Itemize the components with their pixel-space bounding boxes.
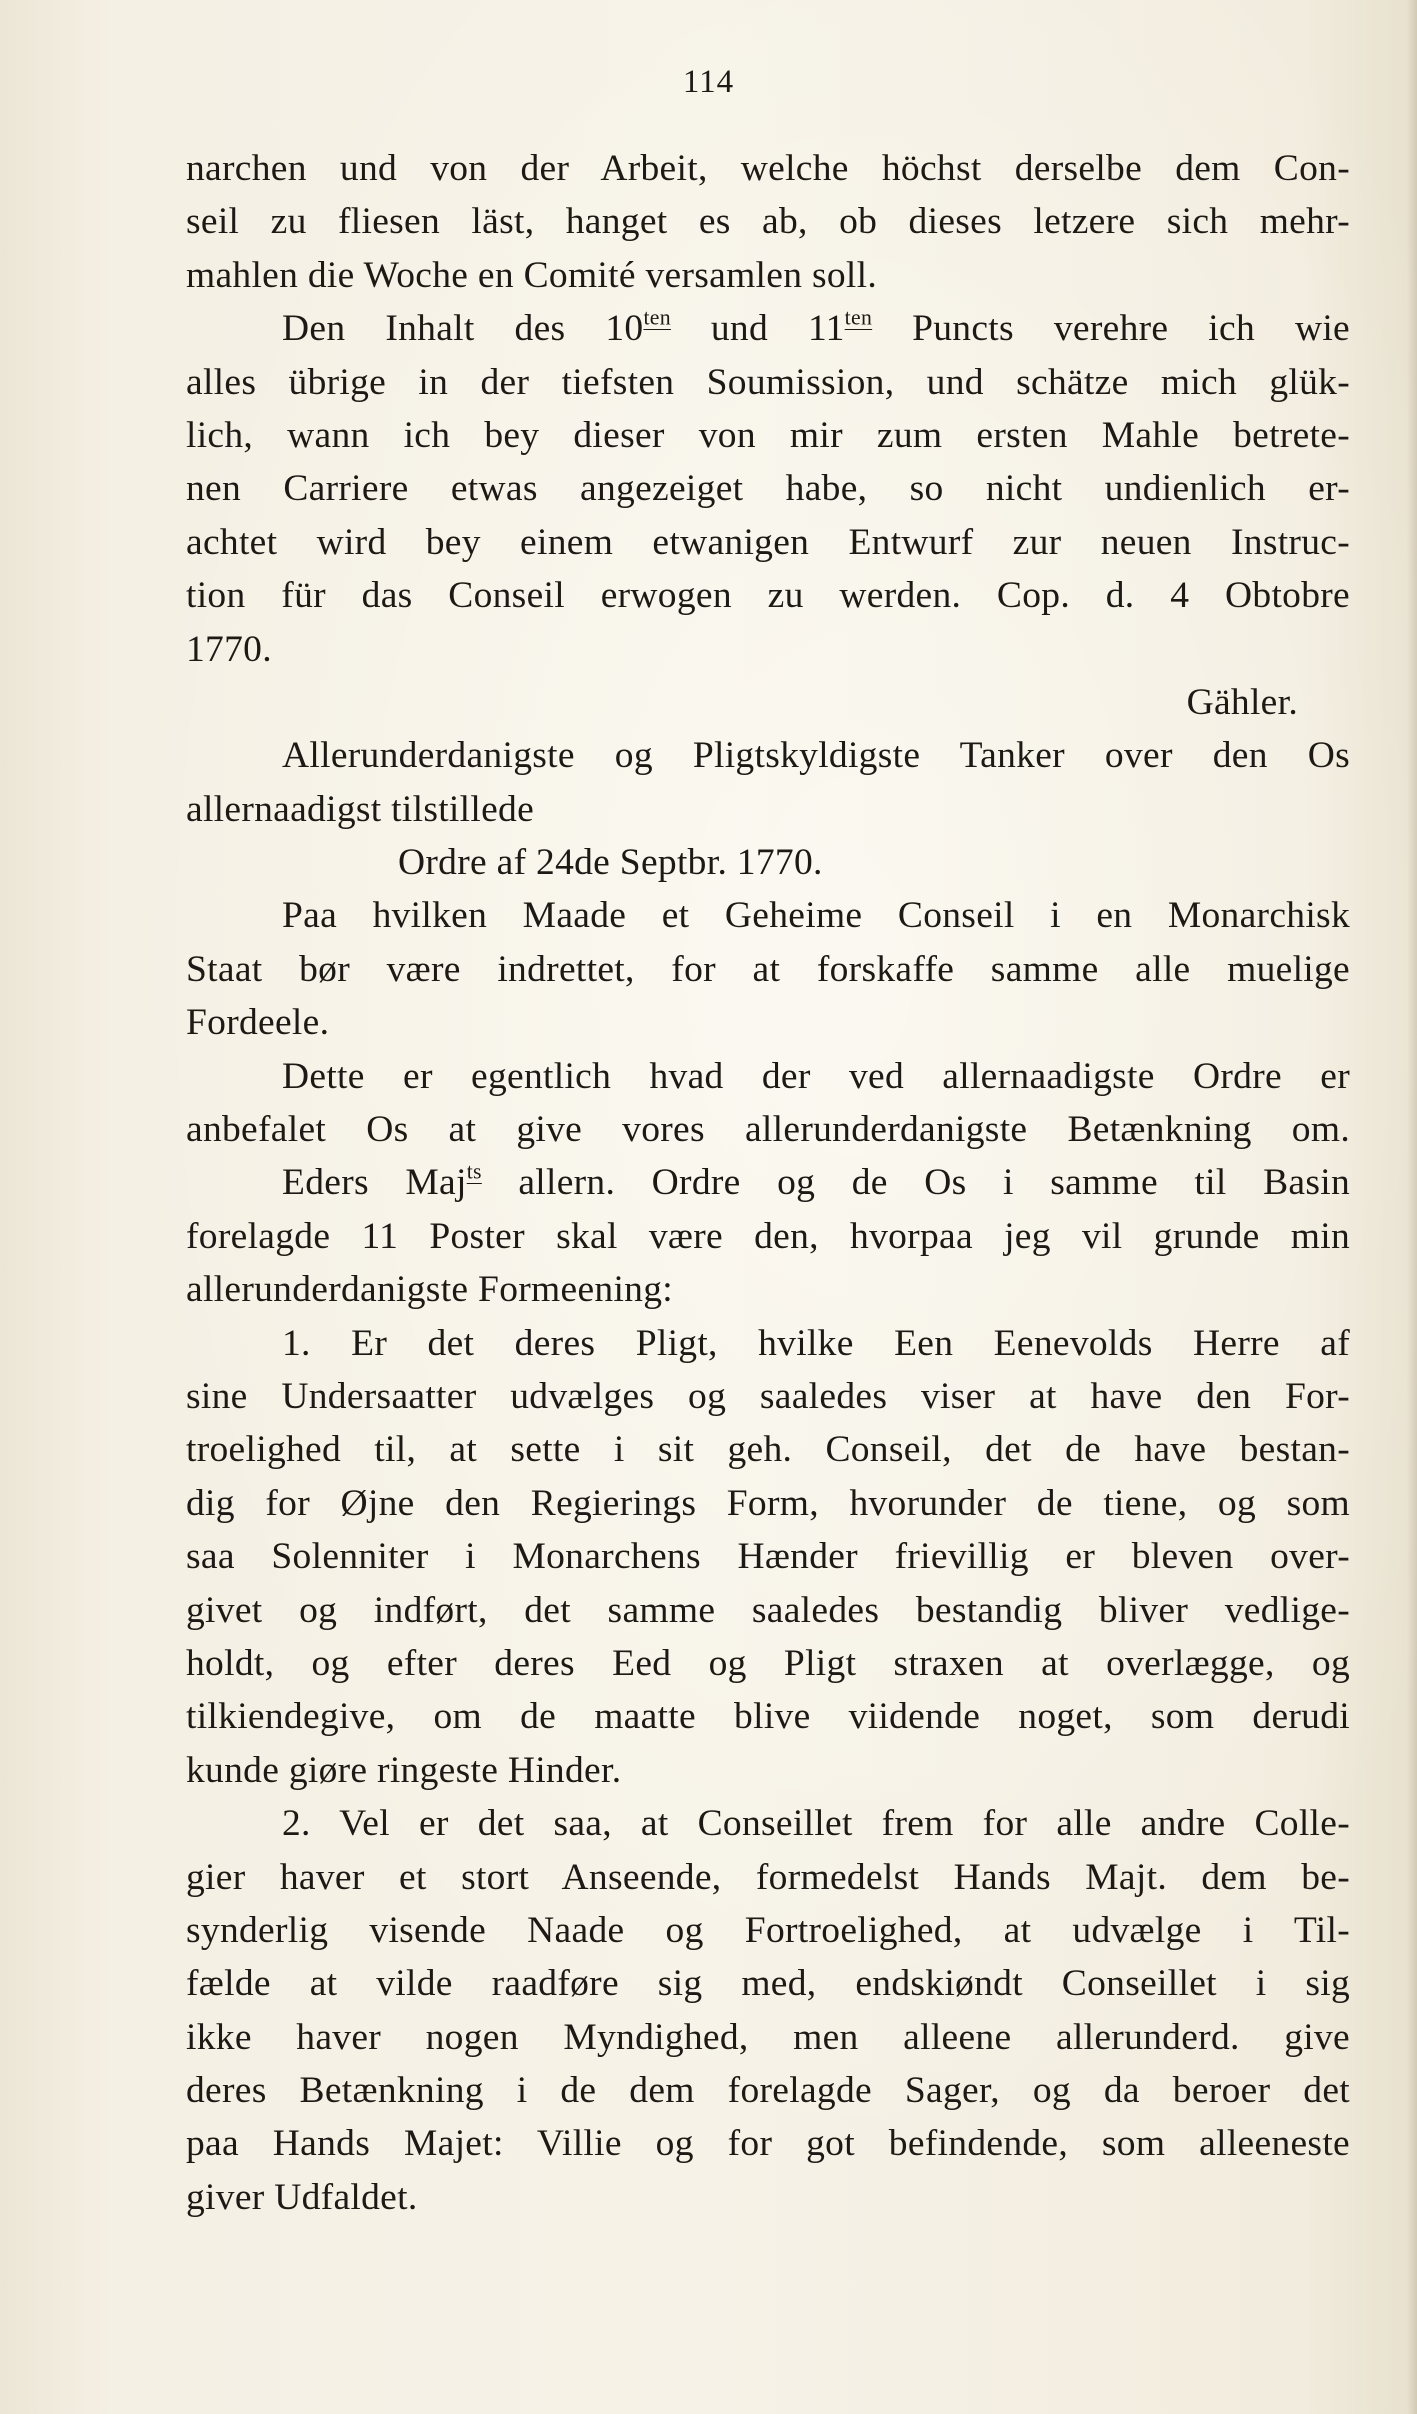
text-line xyxy=(186,1156,1350,1209)
superscript: ten xyxy=(643,305,671,330)
text-line: mahlen die Woche en Comité versamlen soll. xyxy=(186,254,878,296)
body-text xyxy=(186,142,1350,2224)
text-line: seil zu fliesen läst, hanget es ab, ob dieses letzere sich mehr- xyxy=(186,201,1350,243)
text-fragment: Puncts verehre ich wie xyxy=(872,308,1350,350)
text-line: giver Udfaldet. xyxy=(186,2176,418,2218)
text-line: anbefalet Os at give vores allerunderdanigste Betænkning om. xyxy=(186,1109,1350,1151)
page-edge-shadow xyxy=(1407,0,1417,2414)
text-fragment: Den Inhalt des 10 xyxy=(282,308,644,350)
text-line: paa Hands Majet: Villie og for got befindende, som alleeneste xyxy=(186,2123,1350,2165)
text-line: Paa hvilken Maade et Geheime Conseil i en Monarchisk xyxy=(282,895,1350,937)
heading-line: Ordre af 24de Septbr. 1770. xyxy=(398,842,823,884)
text-fragment: und 11 xyxy=(670,308,845,350)
text-line: nen Carriere etwas angezeiget habe, so nicht undienlich er- xyxy=(186,468,1350,510)
text-line: achtet wird bey einem etwanigen Entwurf zur neuen Instruc- xyxy=(186,521,1350,563)
text-line: Dette er egentlich hvad der ved allernaadigste Ordre er xyxy=(282,1055,1350,1097)
text-line: 1770. xyxy=(186,628,272,670)
text-fragment: allern. Ordre og de Os i samme til Basin xyxy=(481,1162,1350,1204)
page-number: 114 xyxy=(682,64,735,100)
text-line: givet og indført, det samme saaledes bestandig bliver vedlige- xyxy=(186,1589,1350,1631)
text-line: kunde giøre ringeste Hinder. xyxy=(186,1749,622,1791)
text-line: Fordeele. xyxy=(186,1002,330,1044)
text-line: tilkiendegive, om de maatte blive viidende noget, som derudi xyxy=(186,1696,1350,1738)
text-line: narchen und von der Arbeit, welche höchst derselbe dem Con- xyxy=(186,148,1350,189)
text-line: 1. Er det deres Pligt, hvilke Een Eenevolds Herre af xyxy=(282,1322,1350,1364)
text-line: saa Solenniter i Monarchens Hænder frievillig er bleven over- xyxy=(186,1536,1350,1578)
superscript: ten xyxy=(844,305,873,330)
text-line: 2. Vel er det saa, at Conseillet frem for alle andre Colle- xyxy=(282,1803,1350,1845)
text-line: lich, wann ich bey dieser von mir zum ersten Mahle betrete- xyxy=(186,414,1350,456)
text-line xyxy=(186,302,1350,355)
superscript: ts xyxy=(466,1159,482,1184)
text-line: allerunderdanigste Formeening: xyxy=(186,1269,673,1311)
text-line: dig for Øjne den Regierings Form, hvorunder de tiene, og som xyxy=(186,1482,1350,1524)
text-line: holdt, og efter deres Eed og Pligt straxen at overlægge, og xyxy=(186,1642,1350,1684)
heading-line: allernaadigst tilstillede xyxy=(186,788,535,830)
text-fragment: Eders Maj xyxy=(282,1162,467,1204)
text-line: tion für das Conseil erwogen zu werden. Cop. d. 4 Obtobre xyxy=(186,575,1350,617)
text-line: fælde at vilde raadføre sig med, endskiøndt Conseillet i sig xyxy=(186,1963,1350,2005)
text-line: sine Undersaatter udvælges og saaledes viser at have den For- xyxy=(186,1375,1350,1417)
text-line: Staat bør være indrettet, for at forskaffe samme alle muelige xyxy=(186,948,1350,990)
heading-line: Allerunderdanigste og Pligtskyldigste Tanker over den Os xyxy=(282,735,1350,777)
text-line: synderlig visende Naade og Fortroelighed, at udvælge i Til- xyxy=(186,1909,1350,1951)
text-line: ikke haver nogen Myndighed, men alleene allerunderd. give xyxy=(186,2016,1350,2058)
signature: Gähler. xyxy=(1186,681,1298,723)
text-line: gier haver et stort Anseende, formedelst Hands Majt. dem be- xyxy=(186,1856,1350,1898)
text-line: alles übrige in der tiefsten Soumission, und schätze mich glük- xyxy=(186,361,1350,403)
text-line: forelagde 11 Poster skal være den, hvorpaa jeg vil grunde min xyxy=(186,1215,1350,1257)
text-line: troelighed til, at sette i sit geh. Conseil, det de have bestan- xyxy=(186,1429,1350,1471)
text-line: deres Betænkning i de dem forelagde Sager, og da beroer det xyxy=(186,2070,1350,2112)
